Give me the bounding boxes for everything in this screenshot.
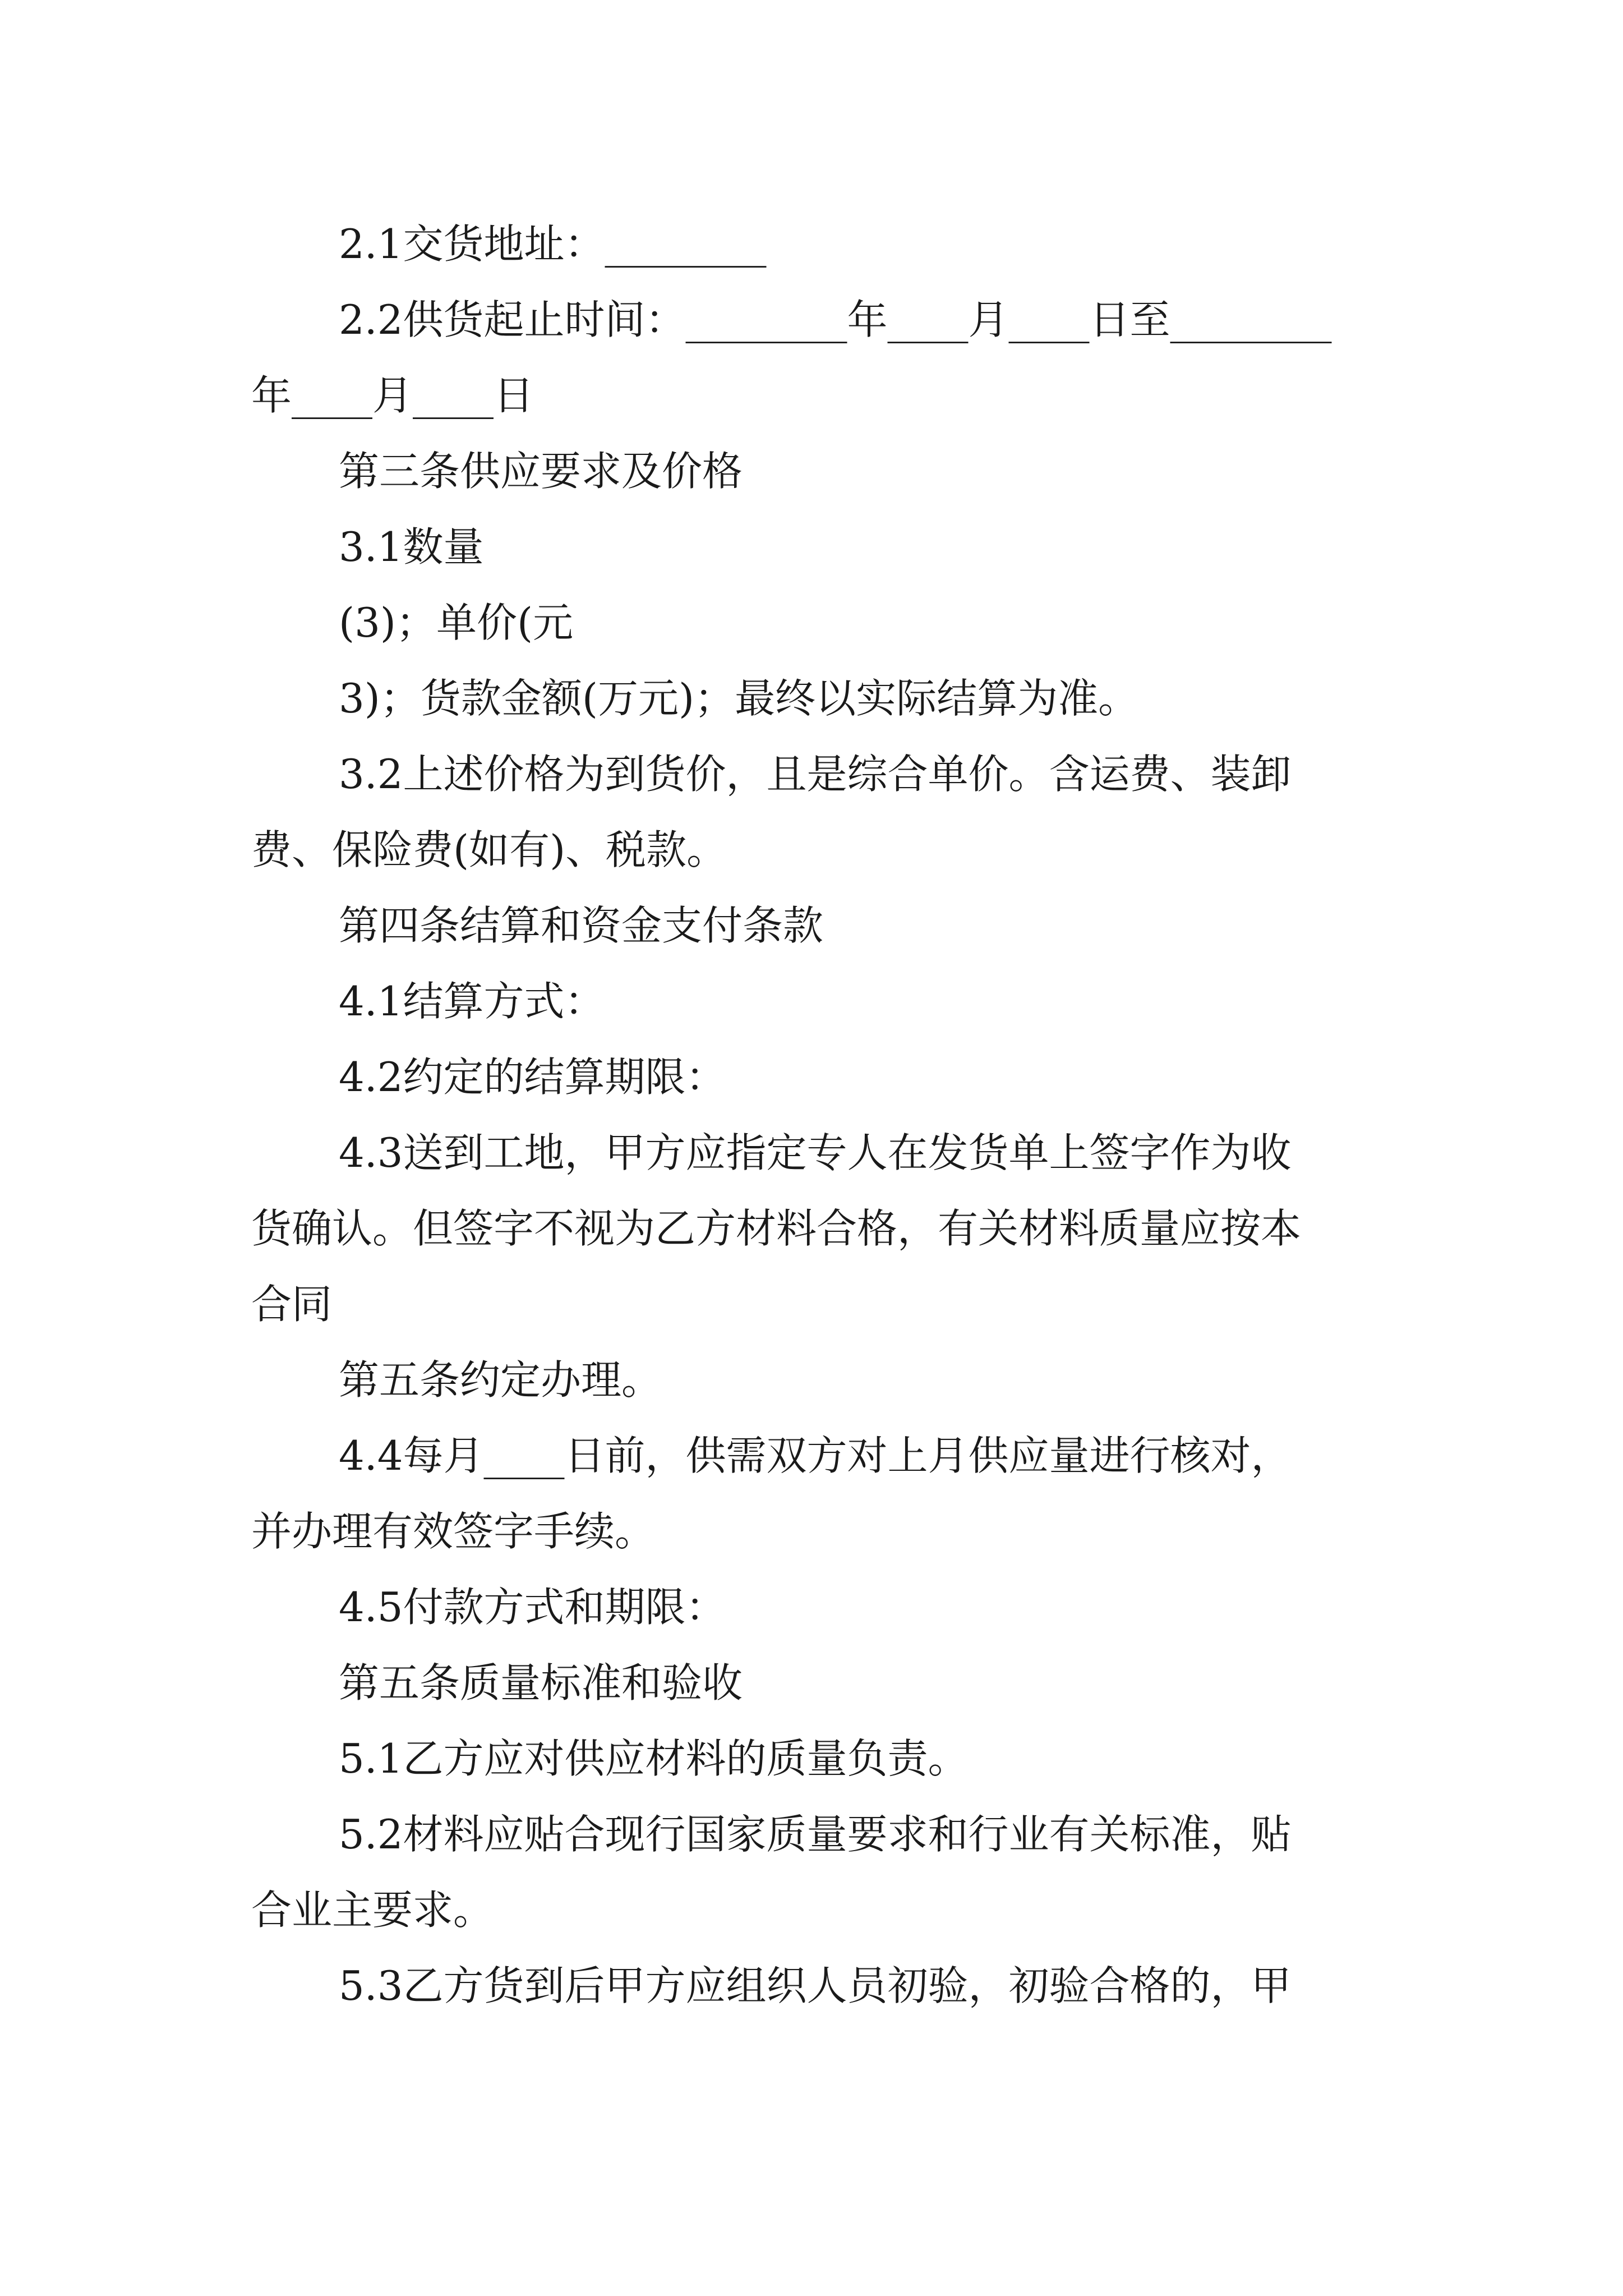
text-line: 并办理有效签字手续。: [251, 1508, 656, 1555]
text-line: 4.5付款方式和期限：: [339, 1584, 726, 1631]
text-line: 4.1结算方式：: [339, 978, 605, 1025]
text-line: 4.4每月____日前，供需双方对上月供应量进行核对，: [339, 1432, 1292, 1479]
text-line: 3.2上述价格为到货价，且是综合单价。含运费、装卸: [339, 751, 1292, 798]
text-line: 5.3乙方货到后甲方应组织人员初验，初验合格的，甲: [339, 1962, 1292, 2009]
text-line: 费、保险费(如有)、税款。: [251, 826, 727, 873]
text-line: 3)；货款金额(万元)；最终以实际结算为准。: [339, 675, 1139, 722]
text-line: 合同: [251, 1281, 333, 1328]
text-line: 2.2供货起止时间：________年____月____日至________: [339, 296, 1332, 343]
text-line: 第五条约定办理。: [339, 1356, 662, 1404]
text-line: 4.2约定的结算期限：: [339, 1053, 726, 1101]
text-line: 合业主要求。: [251, 1887, 494, 1934]
text-line: 5.1乙方应对供应材料的质量负责。: [339, 1735, 969, 1782]
text-line: 第四条结算和资金支付条款: [339, 902, 824, 949]
text-line: 2.1交货地址：________: [339, 220, 767, 268]
text-line: 3.1数量: [339, 523, 484, 570]
text-line: 第五条质量标准和验收: [339, 1659, 743, 1706]
text-line: 货确认。但签字不视为乙方材料合格，有关材料质量应按本: [251, 1205, 1302, 1252]
text-line: 4.3送到工地，甲方应指定专人在发货单上签字作为收: [339, 1129, 1292, 1176]
text-line: 年____月____日: [251, 372, 534, 419]
text-line: (3)；单价(元: [339, 599, 574, 646]
text-line: 第三条供应要求及价格: [339, 448, 743, 495]
text-line: 5.2材料应贴合现行国家质量要求和行业有关标准，贴: [339, 1811, 1292, 1858]
